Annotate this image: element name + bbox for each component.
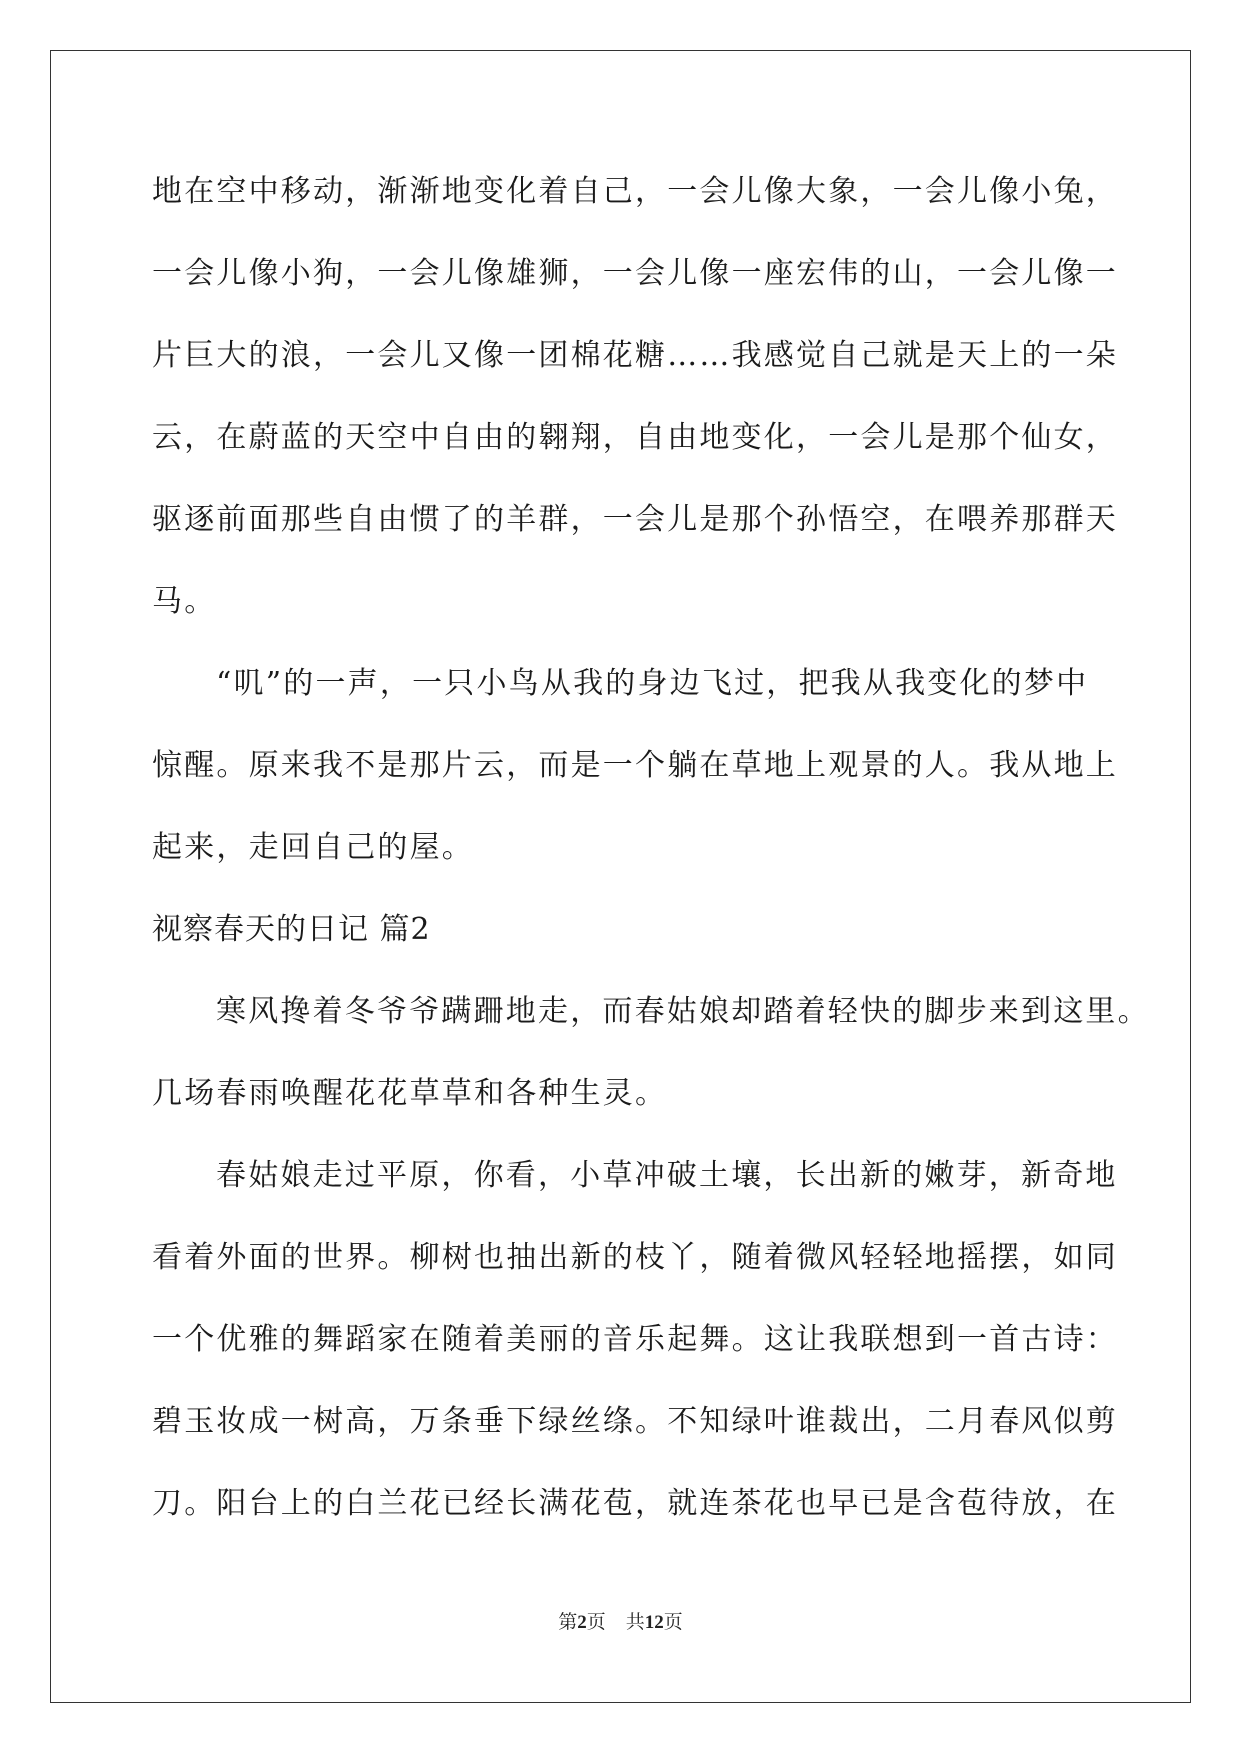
body-line: 一个优雅的舞蹈家在随着美丽的音乐起舞。这让我联想到一首古诗： [152, 1322, 1118, 1357]
page-number: 2 [577, 1612, 587, 1633]
body-line: 惊醒。原来我不是那片云，而是一个躺在草地上观景的人。我从地上 [152, 748, 1118, 783]
body-line: 云，在蔚蓝的天空中自由的翱翔，自由地变化，一会儿是那个仙女， [152, 420, 1118, 455]
body-line: 驱逐前面那些自由惯了的羊群，一会儿是那个孙悟空，在喂养那群天 [152, 502, 1118, 537]
paragraph-start-line: “叽”的一声，一只小鸟从我的身边飞过，把我从我变化的梦中 [216, 666, 1089, 701]
body-line: 刀。阳台上的白兰花已经长满花苞，就连茶花也早已是含苞待放，在 [152, 1486, 1118, 1521]
body-line: 一会儿像小狗，一会儿像雄狮，一会儿像一座宏伟的山，一会儿像一 [152, 256, 1118, 291]
paragraph-start-line: 春姑娘走过平原，你看，小草冲破土壤，长出新的嫩芽，新奇地 [216, 1158, 1118, 1193]
page-footer [0, 1610, 1241, 1635]
body-line: 片巨大的浪，一会儿又像一团棉花糖……我感觉自己就是天上的一朵 [152, 338, 1118, 373]
page-prefix: 第 [558, 1611, 578, 1633]
body-line: 马。 [152, 584, 217, 619]
paragraph-start-line: 寒风搀着冬爷爷蹒跚地走，而春姑娘却踏着轻快的脚步来到这里。 [216, 994, 1150, 1029]
body-line: 地在空中移动，渐渐地变化着自己，一会儿像大象，一会儿像小兔， [152, 174, 1118, 209]
document-body [152, 168, 1150, 1562]
section-heading: 视察春天的日记 篇2 [152, 912, 431, 947]
total-suffix: 页 [663, 1611, 683, 1633]
body-line: 几场春雨唤醒花花草草和各种生灵。 [152, 1076, 668, 1111]
total-pages: 12 [644, 1612, 664, 1633]
body-line: 碧玉妆成一树高，万条垂下绿丝绦。不知绿叶谁裁出，二月春风似剪 [152, 1404, 1118, 1439]
body-line: 看着外面的世界。柳树也抽出新的枝丫，随着微风轻轻地摇摆，如同 [152, 1240, 1118, 1275]
total-prefix: 共 [625, 1611, 645, 1633]
body-line: 起来，走回自己的屋。 [152, 830, 474, 865]
page-suffix: 页 [586, 1611, 606, 1633]
